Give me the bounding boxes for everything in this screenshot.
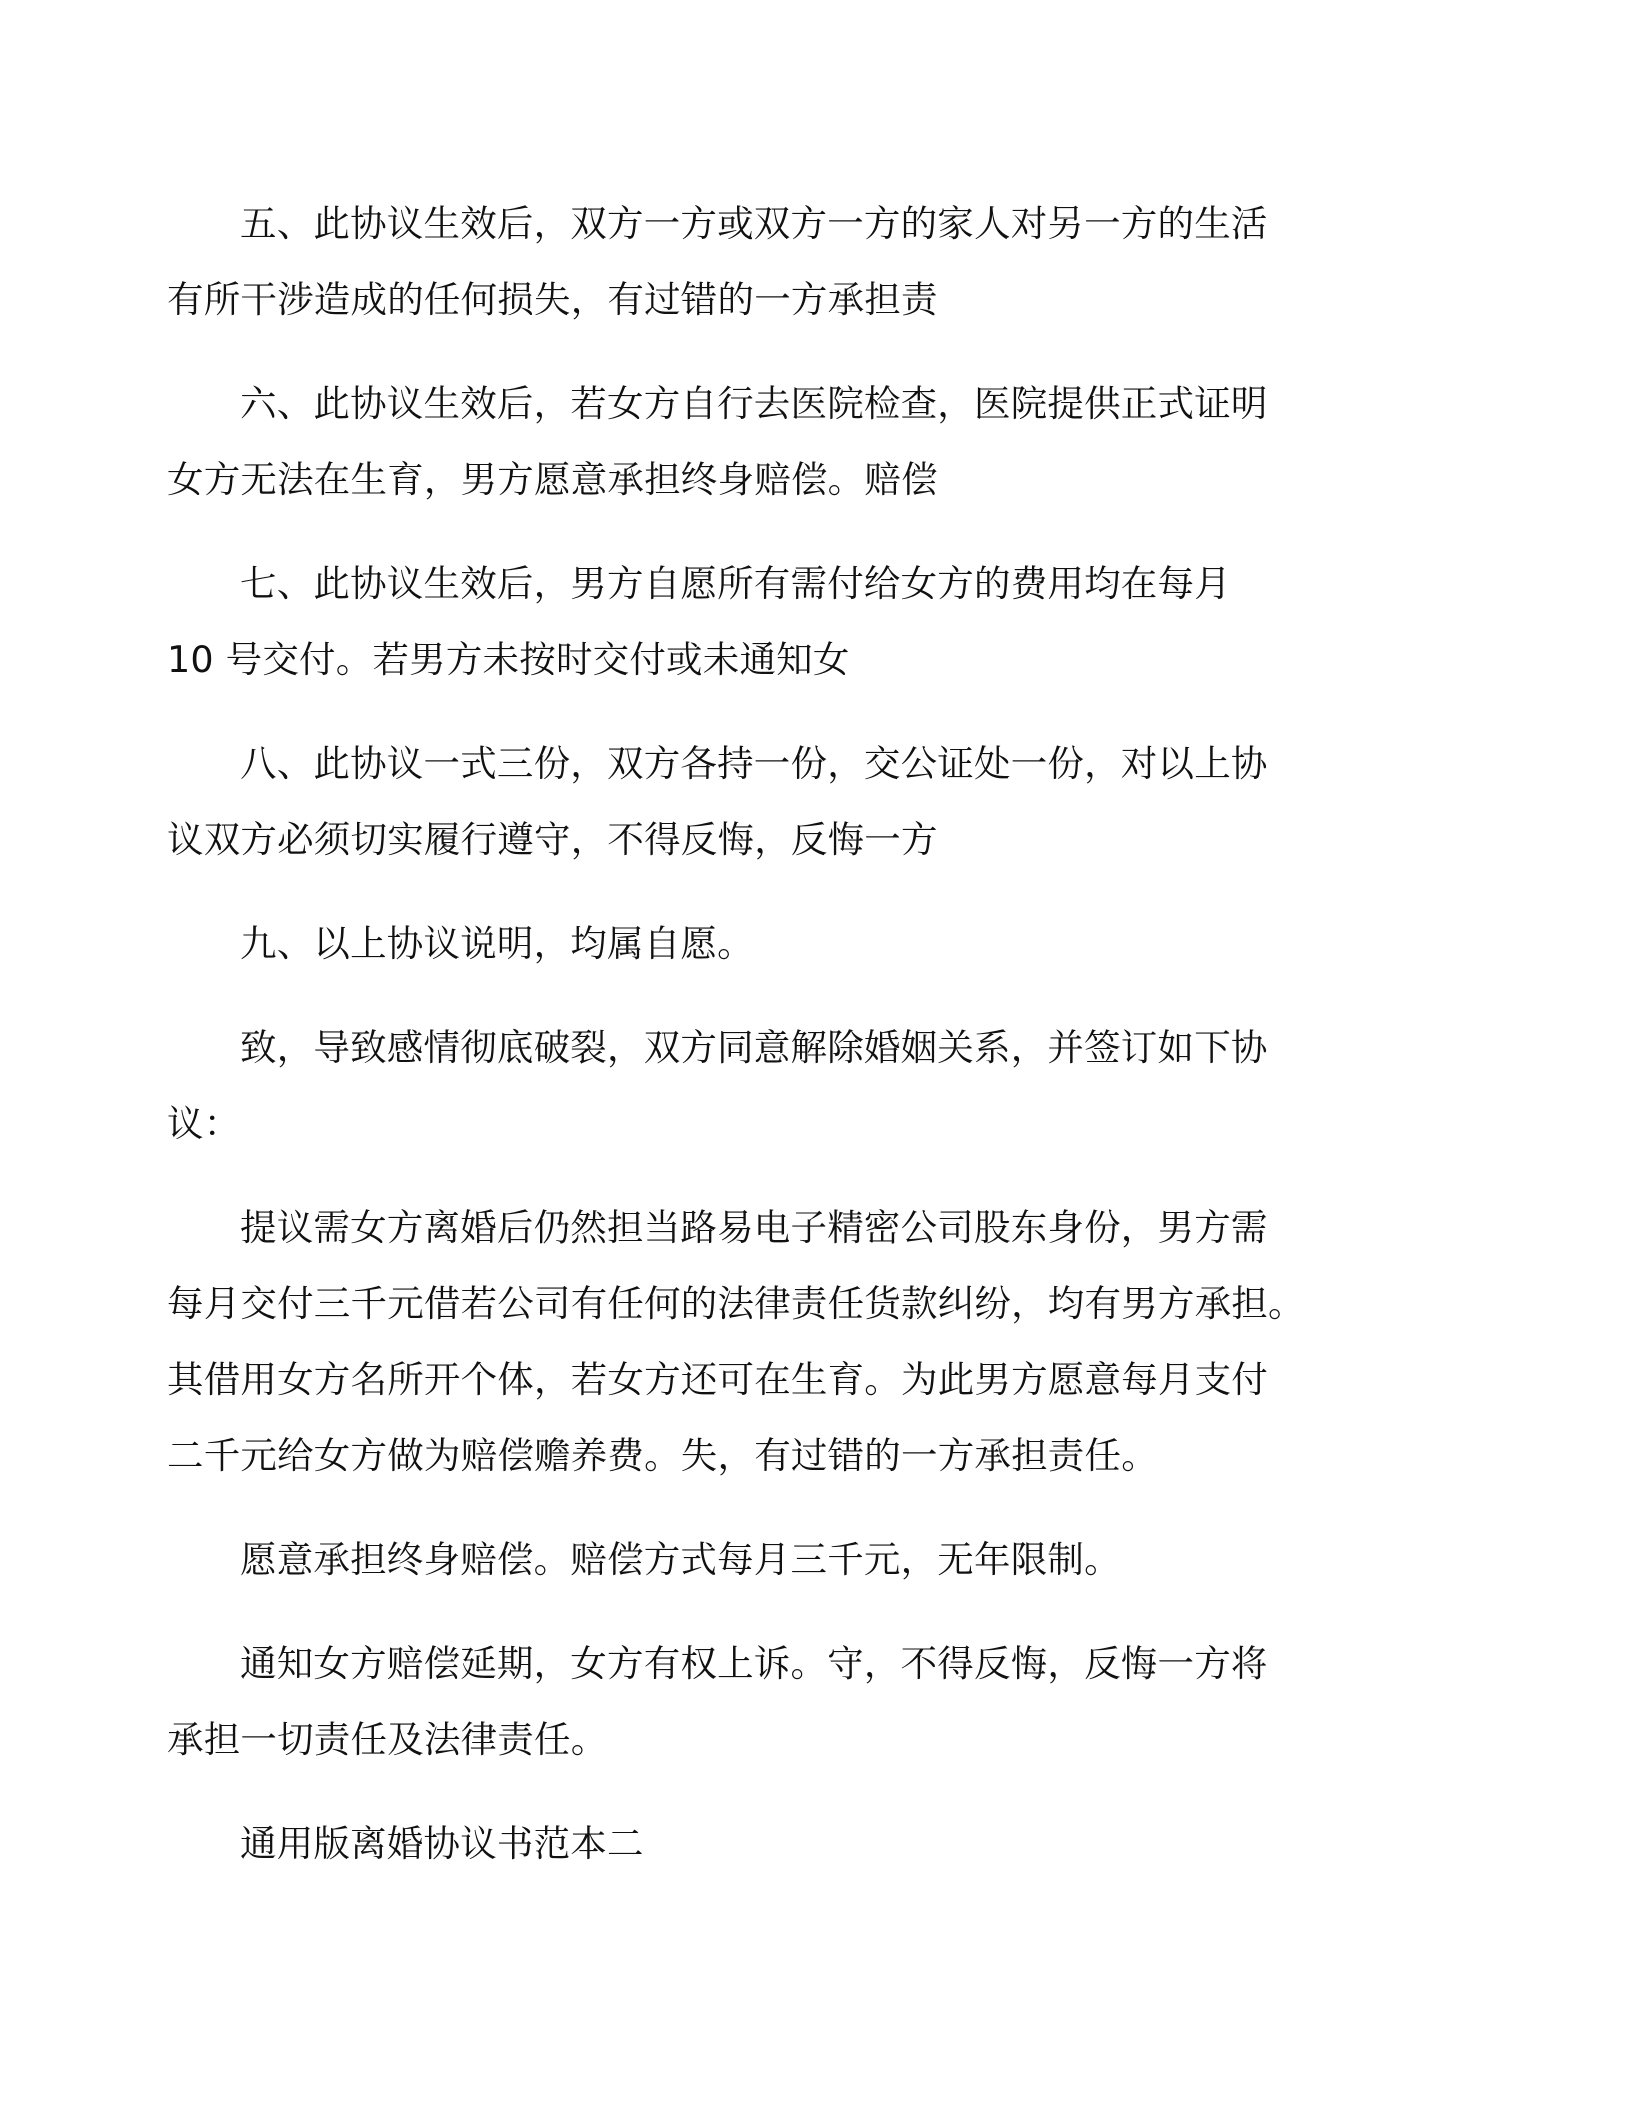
paragraph-clause-5: [167, 186, 1376, 338]
section-title-template-2: [240, 1806, 1376, 1882]
paragraph-line: 每月交付三千元借若公司有任何的法律责任货款纠纷，均有男方承担。: [167, 1282, 1305, 1325]
paragraph-line: 议：: [167, 1102, 241, 1145]
paragraph-clause-6: [167, 366, 1376, 518]
paragraph-line: 五、此协议生效后，双方一方或双方一方的家人对另一方的生活: [240, 202, 1268, 245]
paragraph-line: 八、此协议一式三份，双方各持一份，交公证处一份，对以上协: [240, 742, 1268, 785]
paragraph-line: 愿意承担终身赔偿。赔偿方式每月三千元，无年限制。: [240, 1538, 1121, 1581]
paragraph-line: 提议需女方离婚后仍然担当路易电子精密公司股东身份，男方需: [240, 1206, 1268, 1249]
paragraph-notice: [167, 1626, 1376, 1778]
paragraph-compensation: [240, 1522, 1376, 1598]
paragraph-line: 议双方必须切实履行遵守，不得反悔，反悔一方: [167, 818, 938, 861]
paragraph-line: 六、此协议生效后，若女方自行去医院检查，医院提供正式证明: [240, 382, 1268, 425]
paragraph-line: 承担一切责任及法律责任。: [167, 1718, 608, 1761]
paragraph-line: 九、以上协议说明，均属自愿。: [240, 922, 754, 965]
paragraph-clause-8: [167, 726, 1376, 878]
paragraph-line: 致，导致感情彻底破裂，双方同意解除婚姻关系，并签订如下协: [240, 1026, 1268, 1069]
paragraph-line: 有所干涉造成的任何损失，有过错的一方承担责: [167, 278, 938, 321]
paragraph-line: 七、此协议生效后，男方自愿所有需付给女方的费用均在每月: [240, 562, 1231, 605]
paragraph-line: 通知女方赔偿延期，女方有权上诉。守，不得反悔，反悔一方将: [240, 1642, 1268, 1685]
paragraph-line: 通用版离婚协议书范本二: [240, 1822, 644, 1865]
paragraph-intro-fragment: [167, 1010, 1376, 1162]
paragraph-line: 其借用女方名所开个体，若女方还可在生育。为此男方愿意每月支付: [167, 1358, 1268, 1401]
paragraph-line: 二千元给女方做为赔偿赡养费。失，有过错的一方承担责任。: [167, 1434, 1158, 1477]
paragraph-proposal: [167, 1190, 1376, 1494]
document-body: [167, 186, 1376, 1910]
paragraph-clause-9: [240, 906, 1376, 982]
paragraph-line: 女方无法在生育，男方愿意承担终身赔偿。赔偿: [167, 458, 938, 501]
paragraph-line: 10 号交付。若男方未按时交付或未通知女: [167, 638, 850, 681]
paragraph-clause-7: [167, 546, 1376, 698]
